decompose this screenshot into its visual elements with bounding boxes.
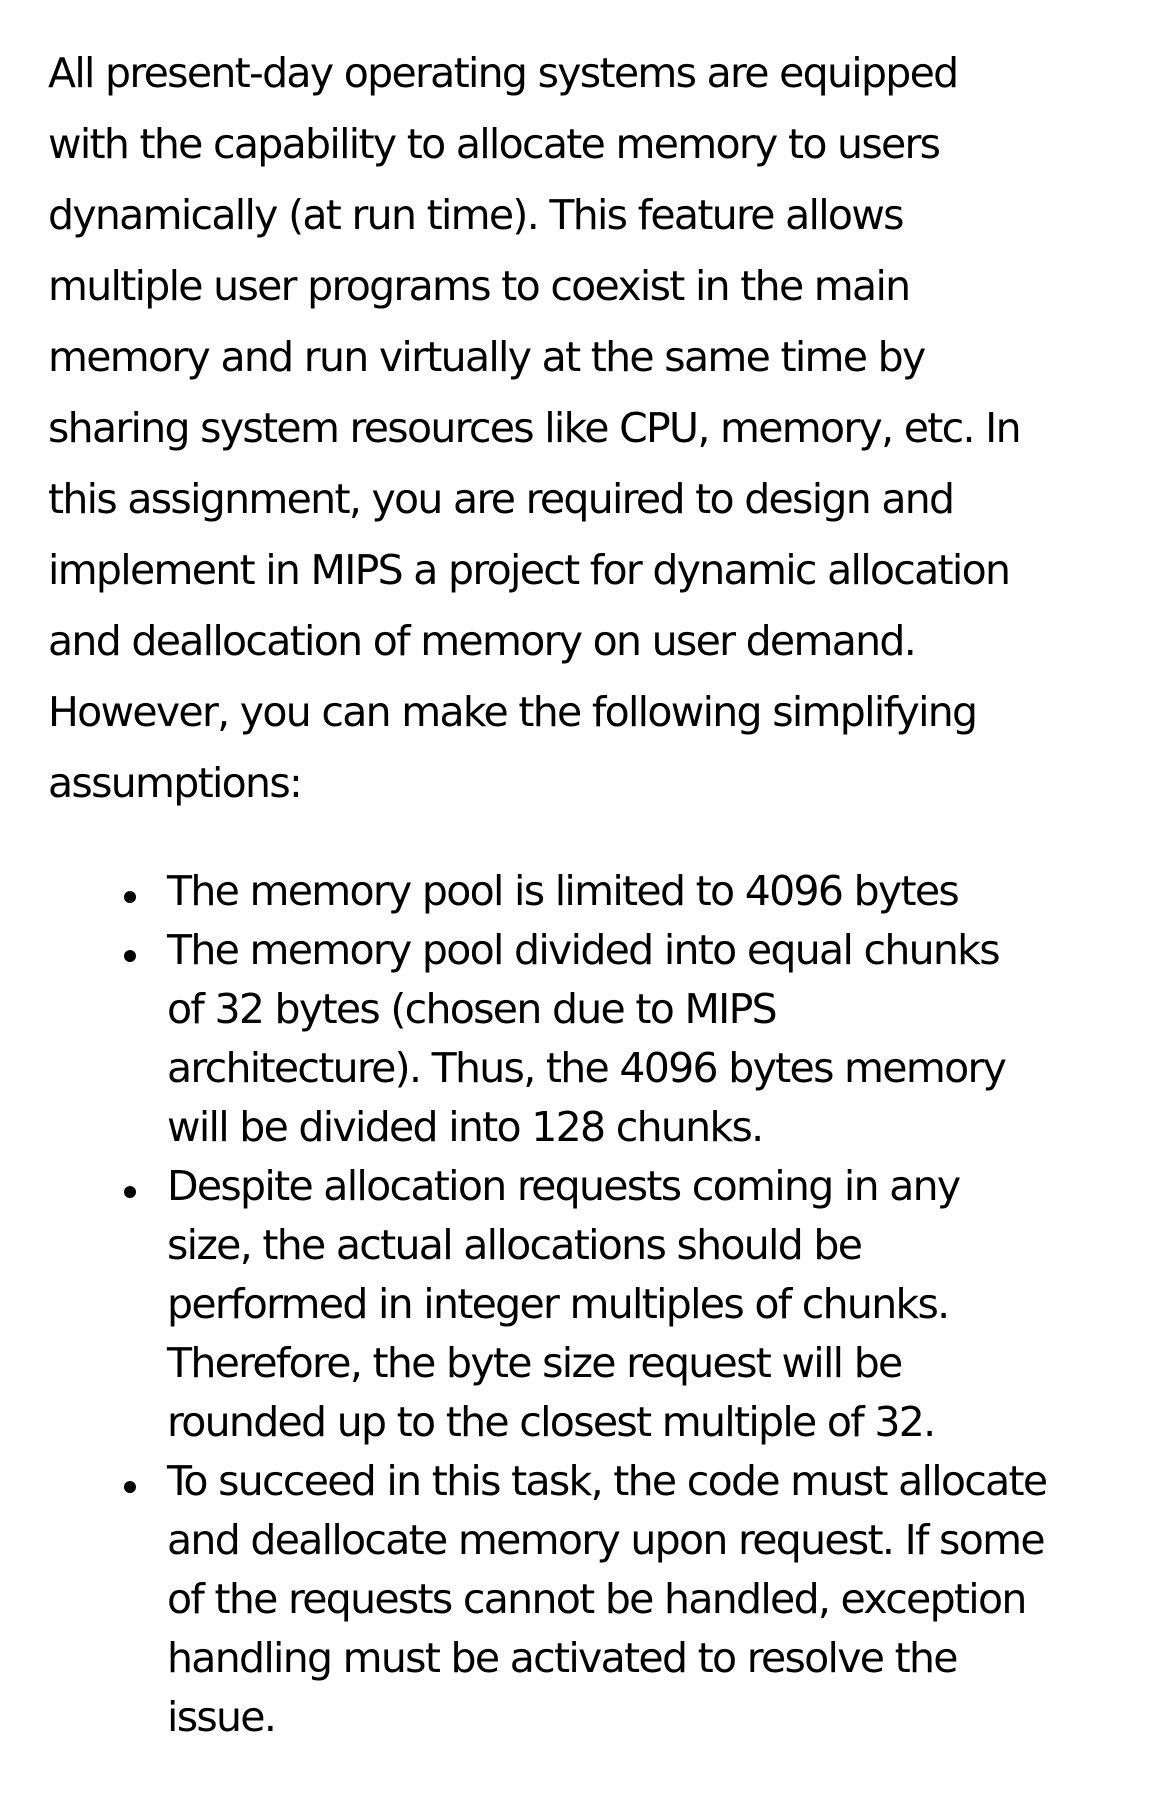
assumption-line: will be divided into 128 chunks.	[167, 1103, 763, 1151]
assumption-line: and deallocate memory upon request. If some	[167, 1516, 1044, 1564]
assumption-line: The memory pool is limited to 4096 bytes	[167, 867, 959, 915]
bullet-dot-icon	[124, 1481, 136, 1493]
assumptions-list	[0, 862, 1169, 1747]
bullet-dot-icon	[124, 950, 136, 962]
intro-paragraph	[48, 38, 1138, 819]
assumption-memory-pool-limit	[0, 862, 1169, 921]
assumption-line: Therefore, the byte size request will be	[167, 1339, 902, 1387]
assumption-chunk-division	[0, 921, 1169, 1157]
intro-line: assumptions:	[48, 759, 302, 807]
intro-line: multiple user programs to coexist in the main	[48, 262, 910, 310]
assumption-line: of the requests cannot be handled, exception	[167, 1575, 1026, 1623]
intro-line: However, you can make the following simplifying	[48, 688, 977, 736]
bullet-dot-icon	[124, 891, 136, 903]
assumption-line: architecture). Thus, the 4096 bytes memory	[167, 1044, 1006, 1092]
assumption-line: The memory pool divided into equal chunks	[167, 926, 999, 974]
assumption-line: To succeed in this task, the code must allocate	[167, 1457, 1047, 1505]
assumption-integer-chunk-allocation	[0, 1157, 1169, 1452]
assumption-line: of 32 bytes (chosen due to MIPS	[167, 985, 776, 1033]
intro-line: dynamically (at run time). This feature allows	[48, 191, 903, 239]
assumption-exception-handling	[0, 1452, 1169, 1747]
intro-line: with the capability to allocate memory to users	[48, 120, 940, 168]
assumption-line: Despite allocation requests coming in any	[167, 1162, 960, 1210]
assumption-line: issue.	[167, 1693, 276, 1741]
assumption-line: size, the actual allocations should be	[167, 1221, 862, 1269]
intro-line: implement in MIPS a project for dynamic allocation	[48, 546, 1010, 594]
bullet-dot-icon	[124, 1186, 136, 1198]
assumption-line: performed in integer multiples of chunks.	[167, 1280, 949, 1328]
assumption-line: handling must be activated to resolve the	[167, 1634, 957, 1682]
intro-line: this assignment, you are required to design and	[48, 475, 954, 523]
intro-line: sharing system resources like CPU, memory, etc. In	[48, 404, 1020, 452]
intro-line: and deallocation of memory on user demand.	[48, 617, 916, 665]
assumption-line: rounded up to the closest multiple of 32.	[167, 1398, 935, 1446]
intro-line: memory and run virtually at the same time by	[48, 333, 925, 381]
intro-line: All present-day operating systems are equipped	[48, 49, 958, 97]
